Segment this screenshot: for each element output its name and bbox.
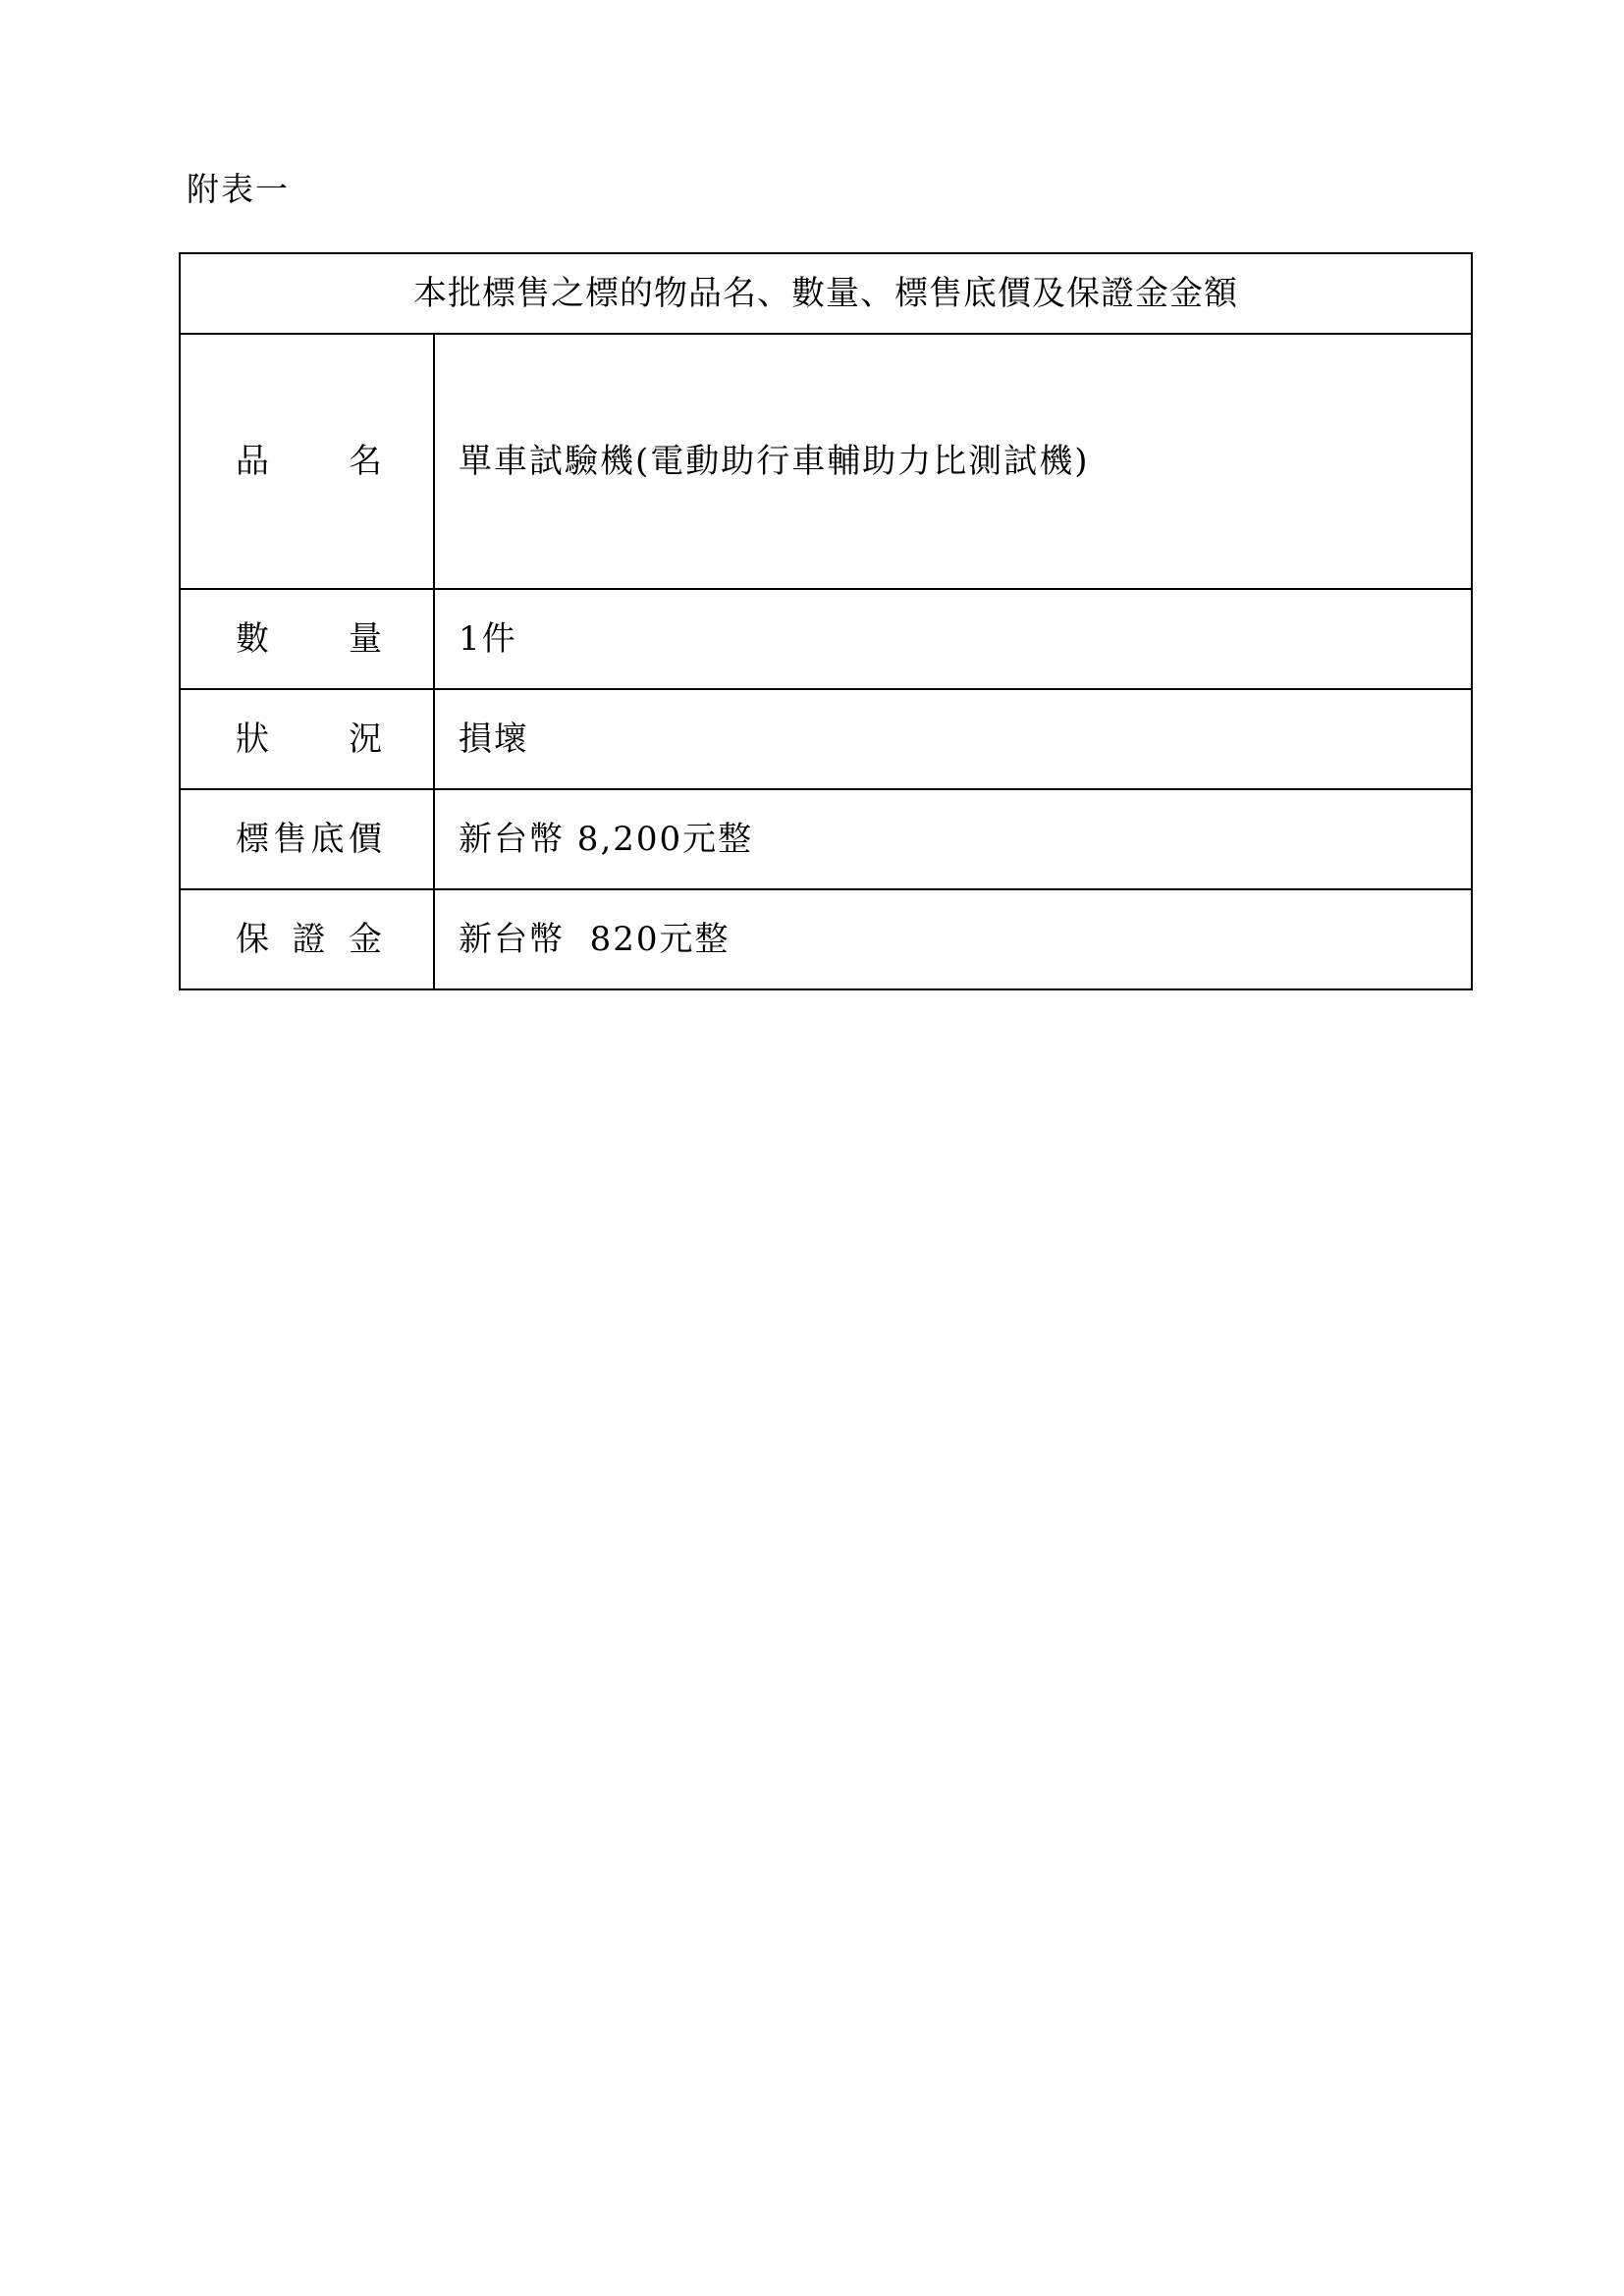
table-title: 本批標售之標的物品名、數量、標售底價及保證金金額 bbox=[180, 253, 1472, 334]
document-label: 附表一 bbox=[187, 170, 290, 208]
label-char: 標 bbox=[236, 820, 269, 859]
label-char: 狀 bbox=[236, 720, 269, 759]
table-row-quantity bbox=[180, 589, 1472, 689]
row-value-deposit: 新台幣 820元整 bbox=[434, 889, 1472, 989]
label-char: 況 bbox=[349, 720, 382, 759]
table-title-row bbox=[180, 253, 1472, 334]
label-char: 金 bbox=[349, 920, 382, 959]
row-value-product-name: 單車試驗機(電動助行車輔助力比測試機) bbox=[434, 334, 1472, 589]
label-char: 證 bbox=[292, 920, 326, 959]
row-value-condition: 損壞 bbox=[434, 689, 1472, 789]
row-value-quantity: 1件 bbox=[434, 589, 1472, 689]
label-char: 數 bbox=[236, 619, 269, 659]
label-char: 量 bbox=[349, 619, 382, 659]
table-row-deposit bbox=[180, 889, 1472, 989]
row-label-reserve-price bbox=[180, 789, 434, 889]
label-char: 價 bbox=[348, 820, 382, 859]
row-label-deposit bbox=[180, 889, 434, 989]
table-row-condition bbox=[180, 689, 1472, 789]
label-char: 品 bbox=[236, 442, 269, 481]
label-char: 保 bbox=[236, 920, 269, 959]
table-row-reserve-price bbox=[180, 789, 1472, 889]
table-row-product-name bbox=[180, 334, 1472, 589]
row-label-condition bbox=[180, 689, 434, 789]
row-label-quantity bbox=[180, 589, 434, 689]
item-spec-table bbox=[179, 252, 1473, 990]
row-label-product-name bbox=[180, 334, 434, 589]
row-value-reserve-price: 新台幣 8,200元整 bbox=[434, 789, 1472, 889]
label-char: 底 bbox=[310, 820, 345, 859]
label-char: 名 bbox=[349, 442, 382, 481]
label-char: 售 bbox=[273, 820, 307, 859]
